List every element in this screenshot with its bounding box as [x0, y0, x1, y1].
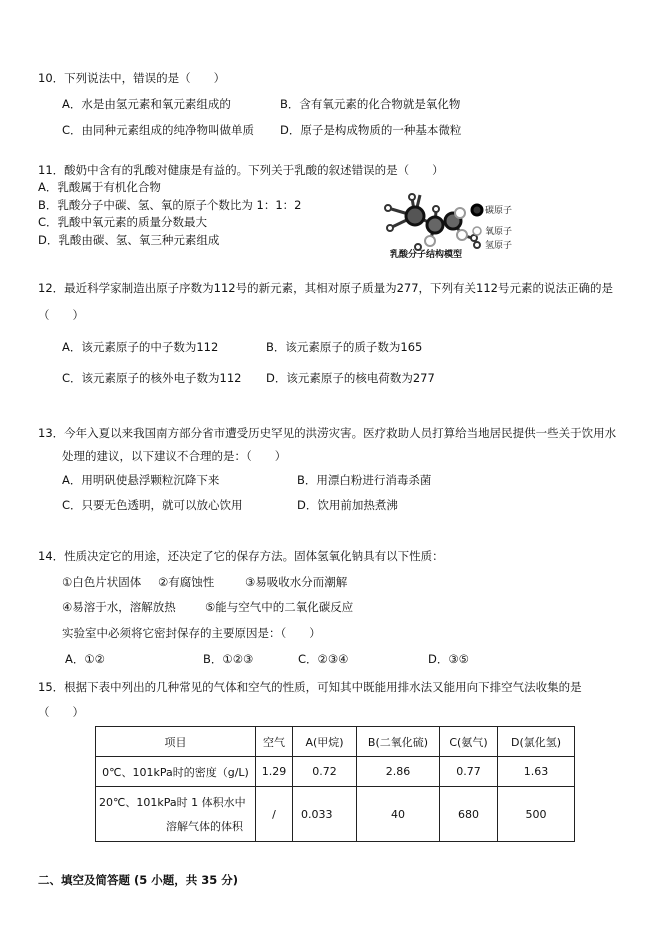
table-row: [96, 787, 575, 842]
table-cell: 0.72: [293, 757, 357, 787]
table-cell: 680: [440, 787, 498, 842]
q13-stem-line1: 13．今年入夏以来我国南方部分省市遭受历史罕见的洪涝灾害。医疗救助人员打算给当地居民提供一些关于饮用水: [38, 426, 617, 440]
q10-option-d: D．原子是构成物质的一种基本微粒: [280, 123, 462, 137]
table-row: [96, 757, 575, 787]
q13-option-b: B．用漂白粉进行消毒杀菌: [297, 473, 432, 487]
table-header-row: [96, 727, 575, 757]
gas-properties-table: [95, 726, 575, 842]
q12-option-d: D．该元素原子的核电荷数为277: [266, 371, 435, 385]
table-cell: 500: [498, 787, 575, 842]
q14-option-d: D．③⑤: [428, 652, 469, 666]
header-cell: B(二氧化硫): [357, 727, 440, 757]
q14-stem: 14．性质决定它的用途，还决定了它的保存方法。固体氢氧化钠具有以下性质：: [38, 549, 444, 563]
q13-option-c: C．只要无色透明，就可以放心饮用: [62, 498, 243, 512]
q12-stem: 12．最近科学家制造出原子序数为112号的新元素，其相对原子质量为277，下列有关112号元素的说法正确的是: [38, 281, 613, 295]
table-cell: /: [256, 787, 293, 842]
q14-property-2: ②有腐蚀性: [158, 575, 215, 589]
header-cell: 项目: [96, 727, 256, 757]
q12-paren: （ ）: [38, 308, 84, 322]
table-cell: [96, 787, 256, 842]
q14-option-b: B．①②③: [203, 652, 254, 666]
q13-option-a: A．用明矾使悬浮颗粒沉降下来: [62, 473, 220, 487]
table-cell: 0.77: [440, 757, 498, 787]
table-cell: 40: [357, 787, 440, 842]
legend-carbon: 碳原子: [485, 206, 513, 216]
q14-property-5: ⑤能与空气中的二氧化碳反应: [205, 600, 354, 614]
q12-option-a: A．该元素原子的中子数为112: [62, 340, 219, 354]
header-cell: D(氯化氢): [498, 727, 575, 757]
q14-property-1: ①白色片状固体: [62, 575, 142, 589]
row-label-line2: 溶解气体的体积: [166, 820, 243, 833]
legend-hydrogen: 氢原子: [485, 241, 513, 251]
q11-option-a: A．乳酸属于有机化合物: [38, 180, 161, 194]
q14-option-c: C．②③④: [298, 652, 349, 666]
header-cell: 空气: [256, 727, 293, 757]
q10-option-a: A．水是由氢元素和氧元素组成的: [62, 97, 231, 111]
q14-question: 实验室中必须将它密封保存的主要原因是：（ ）: [62, 626, 321, 640]
table-cell: 0.033: [293, 787, 357, 842]
q14-property-4: ④易溶于水，溶解放热: [62, 600, 176, 614]
q14-option-a: A．①②: [65, 652, 105, 666]
q11-option-c: C．乳酸中氧元素的质量分数最大: [38, 215, 208, 229]
legend-oxygen: 氧原子: [485, 227, 513, 237]
q10-stem: 10．下列说法中，错误的是（ ）: [38, 71, 226, 85]
q12-option-c: C．该元素原子的核外电子数为112: [62, 371, 242, 385]
section-2-heading: 二、填空及简答题 (5 小题，共 35 分): [38, 873, 239, 887]
q11-stem: 11．酸奶中含有的乳酸对健康是有益的。下列关于乳酸的叙述错误的是（ ）: [38, 163, 444, 177]
q12-option-b: B．该元素原子的质子数为165: [266, 340, 423, 354]
q10-option-b: B．含有氧元素的化合物就是氧化物: [280, 97, 461, 111]
figure-caption: 乳酸分子结构模型: [390, 250, 463, 260]
q14-property-3: ③易吸收水分而潮解: [245, 575, 348, 589]
q10-option-c: C．由同种元素组成的纯净物叫做单质: [62, 123, 255, 137]
q11-option-d: D．乳酸由碳、氢、氧三种元素组成: [38, 233, 220, 247]
q13-stem-line2: 处理的建议，以下建议不合理的是：（ ）: [62, 449, 287, 463]
q11-option-b: B．乳酸分子中碳、氢、氧的原子个数比为 1：1：2: [38, 198, 302, 212]
table-cell: 2.86: [357, 757, 440, 787]
table-cell: 1.29: [256, 757, 293, 787]
q15-paren: （ ）: [38, 705, 84, 719]
table-cell: 0℃、101kPa时的密度（g/L): [96, 757, 256, 787]
header-cell: A(甲烷): [293, 727, 357, 757]
table-cell: 1.63: [498, 757, 575, 787]
q13-option-d: D．饮用前加热煮沸: [297, 498, 398, 512]
row-label-line1: 20℃、101kPa时 1 体积水中: [99, 796, 246, 809]
header-cell: C(氨气): [440, 727, 498, 757]
q15-stem: 15．根据下表中列出的几种常见的气体和空气的性质，可知其中既能用排水法又能用向下排空气法收集的是: [38, 680, 582, 694]
